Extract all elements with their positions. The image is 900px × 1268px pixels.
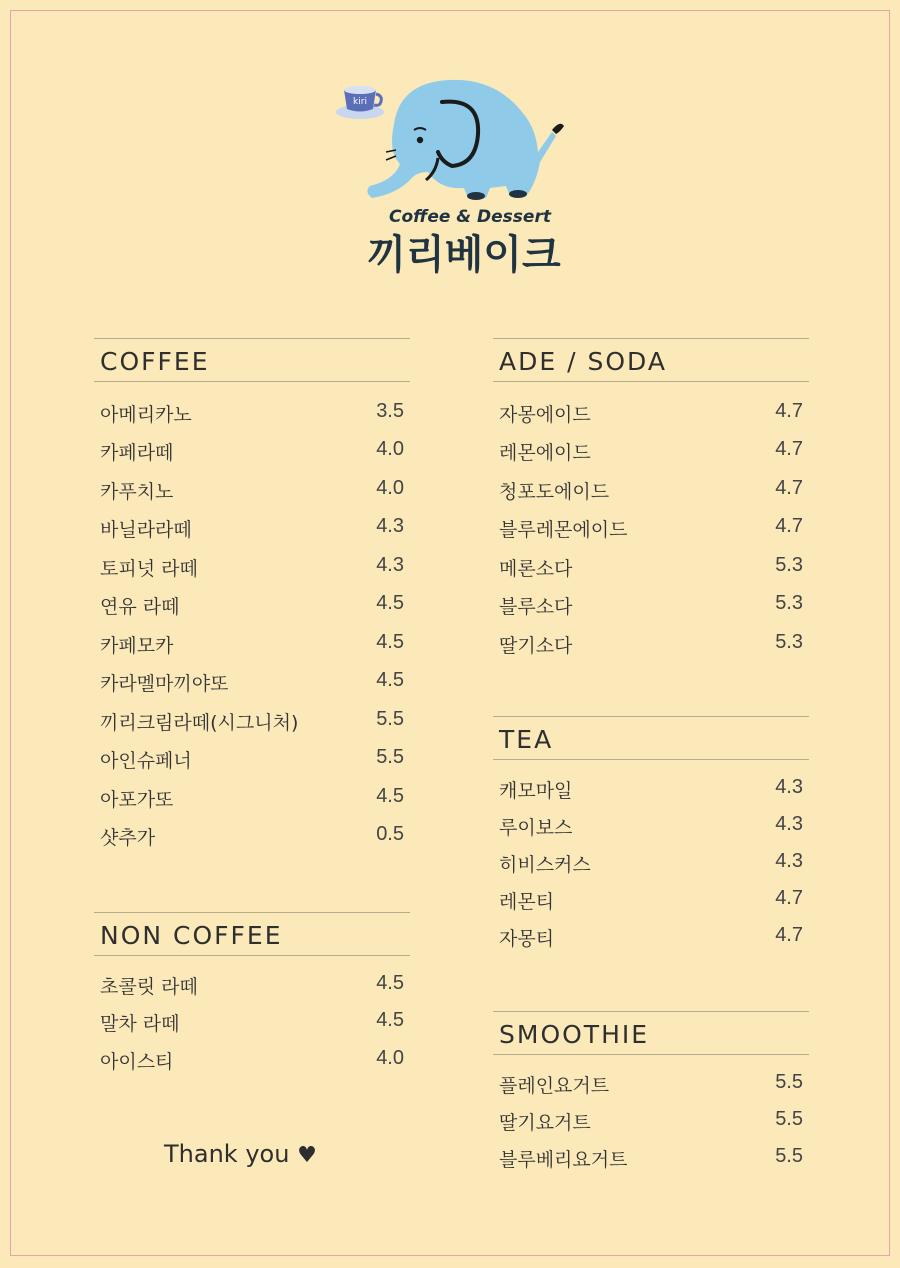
menu-item xyxy=(100,554,404,592)
menu-item xyxy=(100,669,404,707)
menu-item xyxy=(100,477,404,515)
logo-name: 끼리베이크 xyxy=(367,232,561,278)
item-name: 히비스커스 xyxy=(499,854,591,876)
menu-item xyxy=(100,1009,404,1047)
item-price: 5.3 xyxy=(775,631,803,653)
section-title: ADE / SODA xyxy=(493,338,809,382)
item-price: 4.7 xyxy=(775,887,803,909)
item-name: 자몽에이드 xyxy=(499,404,591,426)
kiri-bake-logo xyxy=(330,72,590,282)
item-name: 자몽티 xyxy=(499,928,555,950)
menu-item xyxy=(100,823,404,861)
item-price: 4.5 xyxy=(376,592,404,614)
menu-item xyxy=(100,592,404,630)
menu-item xyxy=(100,746,404,784)
item-price: 4.7 xyxy=(775,924,803,946)
item-name: 블루베리요거트 xyxy=(499,1149,628,1171)
item-name: 아메리카노 xyxy=(100,404,192,426)
item-name: 딸기요거트 xyxy=(499,1112,591,1134)
menu-item xyxy=(499,887,803,925)
menu-item xyxy=(499,631,803,669)
menu-item xyxy=(100,438,404,476)
item-name: 끼리크림라떼(시그니처) xyxy=(100,712,299,734)
item-price: 4.3 xyxy=(775,813,803,835)
menu-item xyxy=(499,592,803,630)
item-name: 바닐라라떼 xyxy=(100,519,192,541)
cup-label: kiri xyxy=(353,97,367,107)
item-name: 말차 라떼 xyxy=(100,1013,180,1035)
section-title: TEA xyxy=(493,716,809,760)
item-name: 초콜릿 라떼 xyxy=(100,976,198,998)
item-price: 4.3 xyxy=(376,554,404,576)
menu-item xyxy=(499,477,803,515)
menu-item xyxy=(499,515,803,553)
item-price: 4.5 xyxy=(376,1009,404,1031)
item-name: 아인슈페너 xyxy=(100,750,192,772)
item-price: 3.5 xyxy=(376,400,404,422)
menu-item xyxy=(499,1145,803,1183)
elephant-icon xyxy=(367,80,564,200)
item-price: 5.5 xyxy=(775,1071,803,1093)
item-price: 4.0 xyxy=(376,438,404,460)
item-price: 4.7 xyxy=(775,438,803,460)
item-price: 4.7 xyxy=(775,515,803,537)
item-price: 4.7 xyxy=(775,477,803,499)
item-price: 4.5 xyxy=(376,669,404,691)
item-name: 카페라떼 xyxy=(100,442,174,464)
item-name: 아포가또 xyxy=(100,789,174,811)
menu-item xyxy=(499,554,803,592)
item-price: 4.5 xyxy=(376,631,404,653)
item-price: 5.5 xyxy=(376,708,404,730)
item-price: 4.3 xyxy=(775,850,803,872)
item-price: 5.3 xyxy=(775,592,803,614)
non-coffee-section xyxy=(94,912,410,1073)
menu-item xyxy=(499,850,803,888)
menu-item xyxy=(100,400,404,438)
item-name: 루이보스 xyxy=(499,817,573,839)
item-name: 딸기소다 xyxy=(499,635,573,657)
item-name: 레몬에이드 xyxy=(499,442,591,464)
item-price: 4.3 xyxy=(376,515,404,537)
section-title: NON COFFEE xyxy=(94,912,410,956)
section-title: SMOOTHIE xyxy=(493,1011,809,1055)
item-name: 캐모마일 xyxy=(499,780,573,802)
item-name: 토피넛 라떼 xyxy=(100,558,198,580)
thank-you-message xyxy=(164,1140,317,1168)
item-name: 아이스티 xyxy=(100,1051,174,1073)
item-name: 연유 라떼 xyxy=(100,596,180,618)
menu-item xyxy=(100,631,404,669)
item-price: 5.3 xyxy=(775,554,803,576)
item-name: 샷추가 xyxy=(100,827,156,849)
menu-item xyxy=(499,1071,803,1109)
menu-item xyxy=(499,924,803,962)
item-price: 4.0 xyxy=(376,1047,404,1069)
item-price: 4.5 xyxy=(376,785,404,807)
item-name: 카푸치노 xyxy=(100,481,174,503)
coffee-section xyxy=(94,338,410,849)
menu-item xyxy=(100,972,404,1010)
menu-item xyxy=(499,813,803,851)
logo-tagline: Coffee & Dessert xyxy=(389,207,551,227)
section-title: COFFEE xyxy=(94,338,410,382)
thank-you-text: Thank you xyxy=(164,1140,290,1168)
ade-soda-section xyxy=(493,338,809,657)
menu-item xyxy=(100,1047,404,1085)
item-name: 블루소다 xyxy=(499,596,573,618)
heart-icon: ♥ xyxy=(297,1143,317,1168)
item-name: 레몬티 xyxy=(499,891,555,913)
item-price: 5.5 xyxy=(775,1108,803,1130)
item-name: 메론소다 xyxy=(499,558,573,580)
item-name: 카페모카 xyxy=(100,635,174,657)
menu-item xyxy=(100,708,404,746)
item-price: 5.5 xyxy=(376,746,404,768)
menu-item xyxy=(499,776,803,814)
menu-item xyxy=(499,438,803,476)
coffee-cup-icon xyxy=(336,86,384,119)
menu-item xyxy=(499,400,803,438)
tea-section xyxy=(493,716,809,950)
item-price: 4.0 xyxy=(376,477,404,499)
item-name: 청포도에이드 xyxy=(499,481,610,503)
item-price: 5.5 xyxy=(775,1145,803,1167)
item-name: 플레인요거트 xyxy=(499,1075,610,1097)
menu-item xyxy=(499,1108,803,1146)
item-name: 카라멜마끼야또 xyxy=(100,673,229,695)
menu-item xyxy=(100,515,404,553)
item-price: 4.3 xyxy=(775,776,803,798)
smoothie-section xyxy=(493,1011,809,1171)
item-price: 4.7 xyxy=(775,400,803,422)
item-price: 0.5 xyxy=(376,823,404,845)
item-name: 블루레몬에이드 xyxy=(499,519,628,541)
menu-item xyxy=(100,785,404,823)
item-price: 4.5 xyxy=(376,972,404,994)
